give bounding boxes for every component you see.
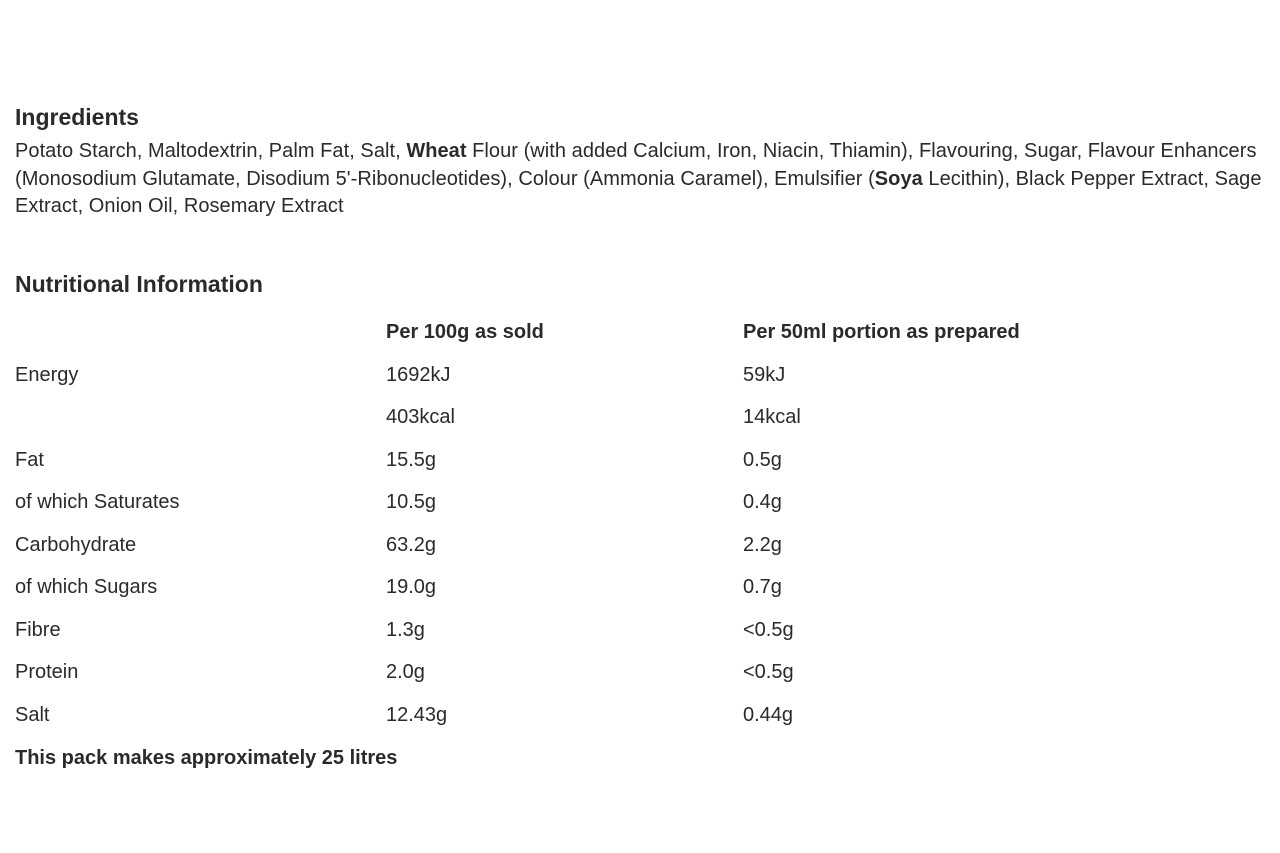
value-per-100g: 1.3g	[386, 618, 425, 641]
value-per-100g: 63.2g	[386, 533, 437, 556]
nutrient-label	[15, 397, 386, 440]
value-per-portion: 0.4g	[743, 491, 782, 514]
table-row	[15, 354, 1143, 397]
table-row	[15, 609, 1143, 652]
nutrition-header-row	[15, 312, 1143, 355]
ingredients-segment: Lecithin), Black Pepper Extract, Sage Extract, Onion Oil, Rosemary Extract	[15, 167, 1262, 217]
value-per-100g: 1692kJ	[386, 363, 451, 386]
value-per-100g: 15.5g	[386, 448, 437, 471]
table-row	[15, 439, 1143, 482]
value-per-100g: 12.43g	[386, 703, 448, 726]
table-row	[15, 397, 1143, 440]
value-per-portion: 2.2g	[743, 533, 782, 556]
nutrient-label: Energy	[15, 363, 79, 386]
table-row	[15, 567, 1143, 610]
nutrient-label: Fibre	[15, 618, 61, 641]
value-per-portion: 14kcal	[743, 406, 801, 429]
nutrient-label: Salt	[15, 703, 50, 726]
ingredients-segment: Flour (with added Calcium, Iron, Niacin, Thiamin), Flavouring, Sugar, Flavour Enhancers (Monosodium Glutamate, Disodium 5'-Ribonucleotides), Colour (Ammonia Caramel), Emulsifier (	[15, 140, 1257, 190]
value-per-portion: 59kJ	[743, 363, 786, 386]
nutrition-heading: Nutritional Information	[15, 270, 263, 297]
value-per-portion: 0.7g	[743, 576, 782, 599]
table-row	[15, 524, 1143, 567]
nutrient-label: Protein	[15, 661, 79, 684]
nutrient-label: of which Saturates	[15, 491, 180, 514]
value-per-100g: 19.0g	[386, 576, 437, 599]
header-label	[15, 312, 386, 355]
ingredients-heading: Ingredients	[15, 104, 139, 130]
allergen-wheat: Wheat	[406, 140, 467, 162]
nutrient-label: of which Sugars	[15, 576, 158, 599]
value-per-portion: 0.44g	[743, 703, 794, 726]
value-per-portion: 0.5g	[743, 448, 782, 471]
ingredients-text	[15, 138, 1277, 221]
value-per-100g: 10.5g	[386, 491, 437, 514]
nutrition-table	[15, 312, 1143, 737]
value-per-portion: <0.5g	[743, 661, 794, 684]
value-per-100g: 2.0g	[386, 661, 425, 684]
pack-yield-note: This pack makes approximately 25 litres	[15, 746, 398, 769]
value-per-portion: <0.5g	[743, 618, 794, 641]
table-row	[15, 694, 1143, 737]
nutrient-label: Carbohydrate	[15, 533, 137, 556]
table-row	[15, 652, 1143, 695]
value-per-100g: 403kcal	[386, 406, 455, 429]
ingredients-segment: Potato Starch, Maltodextrin, Palm Fat, Salt,	[15, 140, 407, 162]
nutrient-label: Fat	[15, 448, 44, 471]
product-info	[15, 102, 1277, 779]
header-per-portion: Per 50ml portion as prepared	[743, 321, 1020, 344]
allergen-soya: Soya	[874, 167, 923, 190]
table-row	[15, 482, 1143, 525]
header-per-100g: Per 100g as sold	[386, 321, 544, 344]
